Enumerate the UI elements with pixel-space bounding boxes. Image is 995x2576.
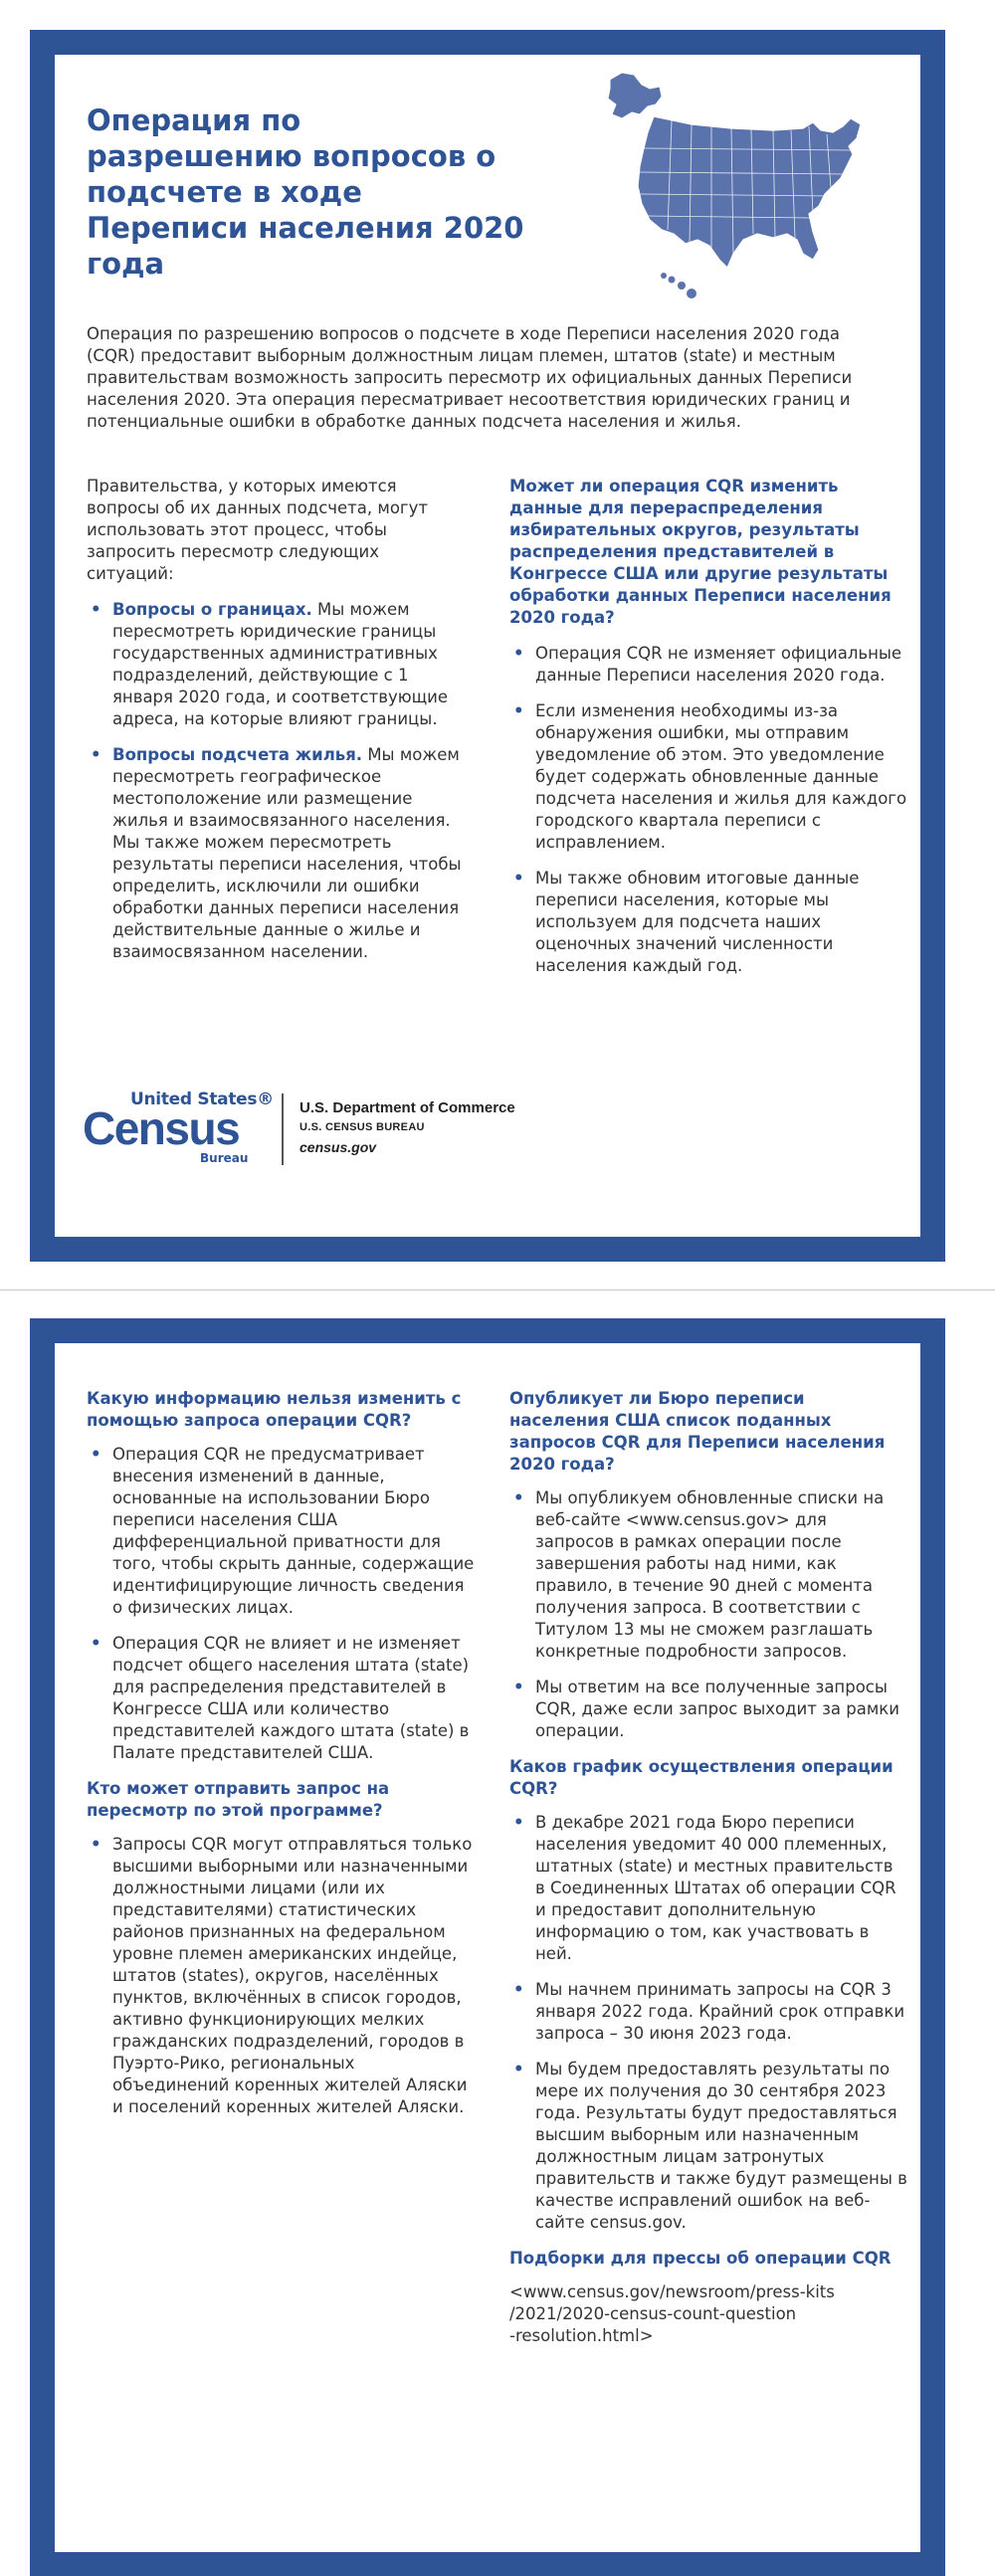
logo-united-states: United States® <box>130 1090 274 1109</box>
section-heading: Подборки для прессы об операции CQR <box>509 2249 892 2268</box>
press-kit-link[interactable] <box>509 2281 907 2347</box>
list-item: • Если изменения необходимы из-за обнаружения ошибки, мы отправим уведомление об этом. Это уведомление будет содержать обновленные данные подсчета населения и жилья для каждого городского квартала переписи с исправлением. <box>509 700 907 854</box>
logo-census-wordmark: Census <box>83 1102 240 1154</box>
logo-divider <box>282 1093 284 1165</box>
page-2-content <box>55 1343 920 2552</box>
page-2-right-column <box>509 1388 907 2347</box>
faq-list <box>87 1444 475 1764</box>
page-1-content <box>55 55 920 1237</box>
list-item: • Мы будем предоставлять результаты по мере их получения до 30 сентября 2023 года. Результаты будут предоставляться высшим выборным или назначенным должностным лицам затронутых правительств и также будут размещены в качестве исправлений ошибок на веб-сайте census.gov. <box>509 2059 907 2234</box>
press-kit-link-line: /2021/2020-census-count-question <box>509 2304 797 2323</box>
section-heading: Опубликует ли Бюро переписи населения США список поданных запросов CQR для Переписи населения 2020 года? <box>509 1389 886 1474</box>
cqr-changes-list <box>509 643 907 977</box>
census-logo-footer <box>83 1090 600 1169</box>
section-heading: Каков график осуществления операции CQR? <box>509 1757 894 1798</box>
list-item: • В декабре 2021 года Бюро переписи населения уведомит 40 000 племенных, штатных (state) и местных правительств в Соединенных Штатах об операции CQR и предоставит дополнительную информацию о том, как участвовать в ней. <box>509 1812 907 1965</box>
list-item-text: Мы можем пересмотреть юридические границы государственных административных подразделений, действующие с 1 января 2020 года, и соответствующие адреса, на которые влияют границы. <box>112 600 449 728</box>
faq-list <box>509 1487 907 1742</box>
list-item <box>87 599 470 730</box>
intro-paragraph: Операция по разрешению вопросов о подсчете в ходе Переписи населения 2020 года (CQR) предоставит выборным должностным лицам племен, штатов (state) и местным правительствам возможность запросить пересмотр их официальных данных Переписи населения 2020. Эта операция пересматривает несоответствия юридических границ и потенциальные ошибки в обработке данных подсчета населения и жилья. <box>87 324 853 431</box>
faq-section <box>509 1756 907 2234</box>
review-situations-list <box>87 599 470 963</box>
bureau-name: U.S. CENSUS BUREAU <box>299 1121 425 1133</box>
faq-section <box>87 1388 475 1764</box>
us-map-icon <box>552 55 881 313</box>
list-item: • Операция CQR не предусматривает внесения изменений в данные, основанные на использовании Бюро переписи населения США дифференциальной приватности для того, чтобы скрыть данные, содержащие идентифицирующие личность сведения о физических лицах. <box>87 1444 475 1619</box>
page-2-left-column <box>87 1388 475 2132</box>
faq-section <box>87 1778 475 2118</box>
list-item-title: Вопросы о границах. <box>112 600 312 619</box>
census-site-link[interactable]: census.gov <box>299 1139 377 1155</box>
list-item: • Мы также обновим итоговые данные переписи населения, которые мы используем для подсчета наших оценочных значений численности населения каждый год. <box>509 868 907 977</box>
list-item-text: Мы можем пересмотреть географическое местоположение или размещение жилья и взаимосвязанного населения. Мы также можем пересмотреть результаты переписи населения, чтобы определить, исключили ли ошибки обработки данных переписи населения действительные данные о жилье и взаимосвязанном населении. <box>112 745 462 961</box>
faq-list <box>509 1812 907 2234</box>
department-name: U.S. Department of Commerce <box>299 1099 515 1116</box>
list-item: • Запросы CQR могут отправляться только высшими выборными или назначенными должностными лицами (или их представителями) статистических районов признанных на федеральном уровне племен американских индейце, штатов (states), округов, населённых пунктов, включённых в список городов, активно функционирующих мелких гражданских подразделений, городов в Пуэрто-Рико, региональных объединений коренных жителей Аляски и поселений коренных жителей Аляски. <box>87 1834 475 2118</box>
logo-bureau: Bureau <box>200 1151 249 1165</box>
faq-section <box>509 2248 907 2347</box>
page-separator <box>0 1289 995 1290</box>
faq-list <box>87 1834 475 2118</box>
section-heading: Кто может отправить запрос на пересмотр по этой программе? <box>87 1779 390 1820</box>
left-lead-text: Правительства, у которых имеются вопросы об их данных подсчета, могут использовать этот процесс, чтобы запросить пересмотр следующих ситуаций: <box>87 477 428 583</box>
press-kit-link-line: <www.census.gov/newsroom/press-kits <box>509 2282 835 2301</box>
press-kit-link-line: -resolution.html> <box>509 2326 654 2345</box>
page-1-left-column <box>87 476 470 977</box>
faq-section <box>509 1388 907 1742</box>
list-item: • Мы опубликуем обновленные списки на веб-сайте <www.census.gov> для запросов в рамках операции после завершения работы над ними, как правило, в течение 90 дней с момента получения запроса. В соответствии с Титулом 13 мы не сможем разглашать конкретные подробности запросов. <box>509 1487 907 1663</box>
list-item-title: Вопросы подсчета жилья. <box>112 745 363 764</box>
section-heading: Какую информацию нельзя изменить с помощью запроса операции CQR? <box>87 1389 462 1430</box>
page-2-border <box>30 1318 945 2576</box>
page-title: Операция по разрешению вопросов о подсчете в ходе Переписи населения 2020 года <box>87 103 524 281</box>
list-item: • Операция CQR не изменяет официальные данные Переписи населения 2020 года. <box>509 643 907 687</box>
list-item: • Мы ответим на все полученные запросы CQR, даже если запрос выходит за рамки операции. <box>509 1677 907 1742</box>
list-item: • Мы начнем принимать запросы на CQR 3 января 2022 года. Крайний срок отправки запроса – 30 июня 2023 года. <box>509 1979 907 2045</box>
section-heading: Может ли операция CQR изменить данные для перераспределения избирательных округов, результаты распределения представителей в Конгрессе США или другие результаты обработки данных Переписи населения 2020 года? <box>509 477 892 627</box>
page-1-border <box>30 30 945 1262</box>
page-1-right-column <box>509 476 907 991</box>
list-item <box>87 744 470 963</box>
list-item: • Операция CQR не влияет и не изменяет подсчет общего населения штата (state) для распределения представителей в Конгрессе США или количество представителей каждого штата (state) в Палате представителей США. <box>87 1633 475 1764</box>
